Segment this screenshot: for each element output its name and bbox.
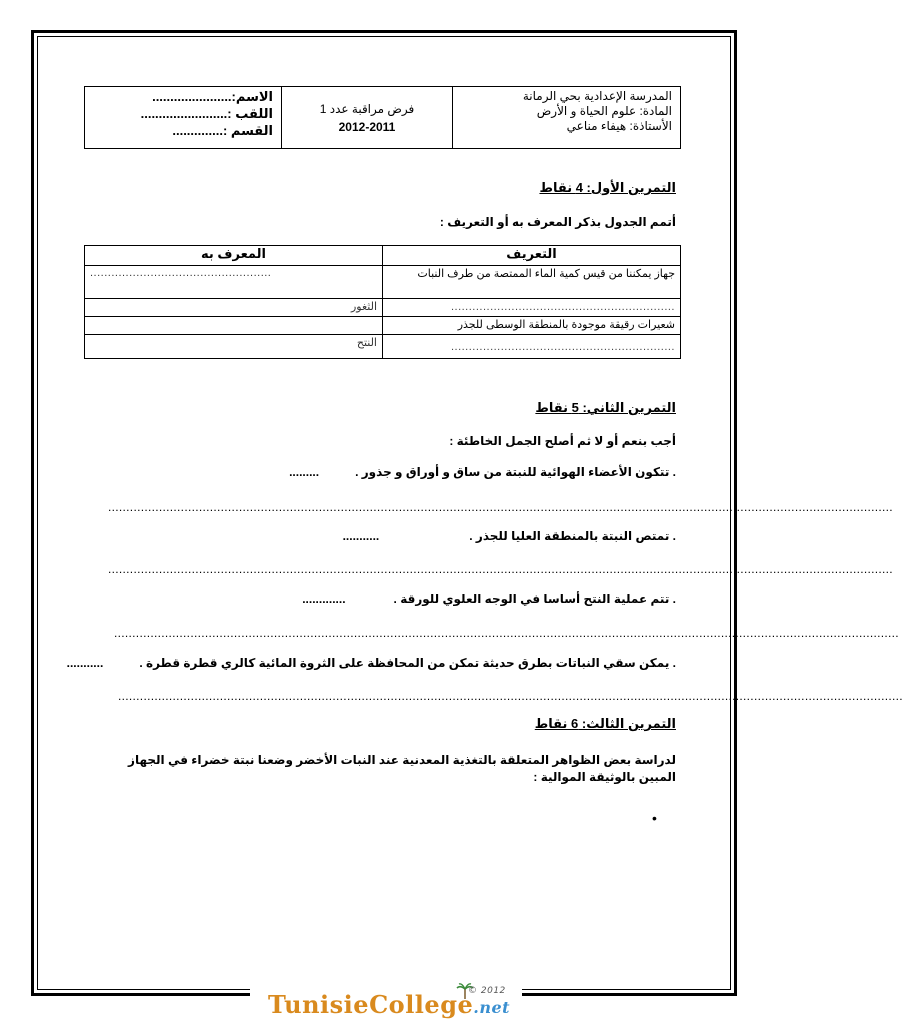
table-row [85,299,681,317]
definitions-table [84,245,681,359]
definition-blank[interactable]: ............................................................... [383,299,681,317]
col-definition-header: التعريف [383,246,681,266]
term-blank[interactable]: ................................................... [85,266,383,299]
student-info [85,87,281,148]
copyright-text: © 2012 [468,986,506,996]
answer-line[interactable]: ........................................................................................................................................................................................................................ [108,562,893,576]
exercise2-title: التمرين الثاني: 5 نقاط [535,400,676,415]
question-4 [67,656,676,670]
question-text: . تتم عملية النتح أساسا في الوجه العلوي للورقة . [393,592,676,606]
class-label: القسم : [222,123,273,138]
answer-blank[interactable]: ........... [342,529,380,543]
definition-cell: شعيرات رقيقة موجودة بالمنطقة الوسطى للجذر [383,317,681,335]
school-year: 2012-2011 [338,120,396,134]
question-text: . تتكون الأعضاء الهوائية للنبتة من ساق و أوراق و جذور . [355,465,676,479]
exam-header [84,86,681,149]
name-label: الاسم: [231,89,273,104]
definition-blank[interactable]: ............................................................... [383,335,681,359]
table-header-row [85,246,681,266]
answer-line[interactable]: ........................................................................................................................................................................................................................ [108,500,893,514]
table-row [85,335,681,359]
question-text: . يمكن سقي النباتات بطرق حديثة تمكن من المحافظة على الثروة المائية كالري قطرة قطرة . [139,656,676,670]
logo-text-tunisie: Tunisie [268,990,370,1019]
question-2 [343,529,676,543]
exercise2-instruction: أجب بنعم أو لا ثم أصلح الجمل الخاطئة : [449,434,676,448]
term-blank[interactable] [85,317,383,335]
term-cell: النتح [85,335,383,359]
class-field[interactable]: .............. [172,123,223,138]
exercise1-title: التمرين الأول: 4 نقاط [539,180,676,195]
table-row [85,266,681,299]
exam-info [281,87,452,148]
exercise3-title: التمرين الثالث: 6 نقاط [534,716,676,731]
logo-text-college: College [369,990,474,1019]
answer-blank[interactable]: ........... [66,656,104,670]
exam-title: فرض مراقبة عدد 1 [319,102,415,116]
exercise3-text: لدراسة بعض الظواهر المتعلقة بالتغذية المعدنية عند النبات الأخضر وضعنا نبتة خضراء في الجهاز المبين بالوثيقة الموالية : [128,753,676,784]
answer-blank[interactable]: ............. [302,592,346,606]
school-info [452,87,680,148]
table-row [85,317,681,335]
teacher-name: الأستاذة: هيفاء مناعي [566,119,672,133]
surname-field[interactable]: ........................ [140,106,228,121]
question-text: . تمتص النبتة بالمنطقة العليا للجذر . [469,529,676,543]
logo-text-net: .net [473,998,511,1017]
col-term-header: المعرف به [85,246,383,266]
school-name: المدرسة الإعدادية بحي الرمانة [522,89,672,103]
question-3 [302,592,676,606]
exercise1-instruction: أتمم الجدول بذكر المعرف به أو التعريف : [439,215,676,229]
site-logo[interactable] [268,986,511,1019]
definition-cell: جهاز يمكننا من قيس كمية الماء الممتصة من طرف النبات [383,266,681,299]
name-field[interactable]: ...................... [152,89,232,104]
answer-blank[interactable]: ......... [289,465,320,479]
answer-line[interactable]: ........................................................................................................................................................................................................................ [114,626,899,640]
answer-line[interactable]: ........................................................................................................................................................................................................................ [118,689,903,703]
subject-name: المادة: علوم الحياة و الأرض [536,104,672,118]
question-1 [289,465,676,479]
term-cell: الثغور [85,299,383,317]
bullet-point: • [652,810,657,826]
surname-label: اللقب : [227,106,273,121]
